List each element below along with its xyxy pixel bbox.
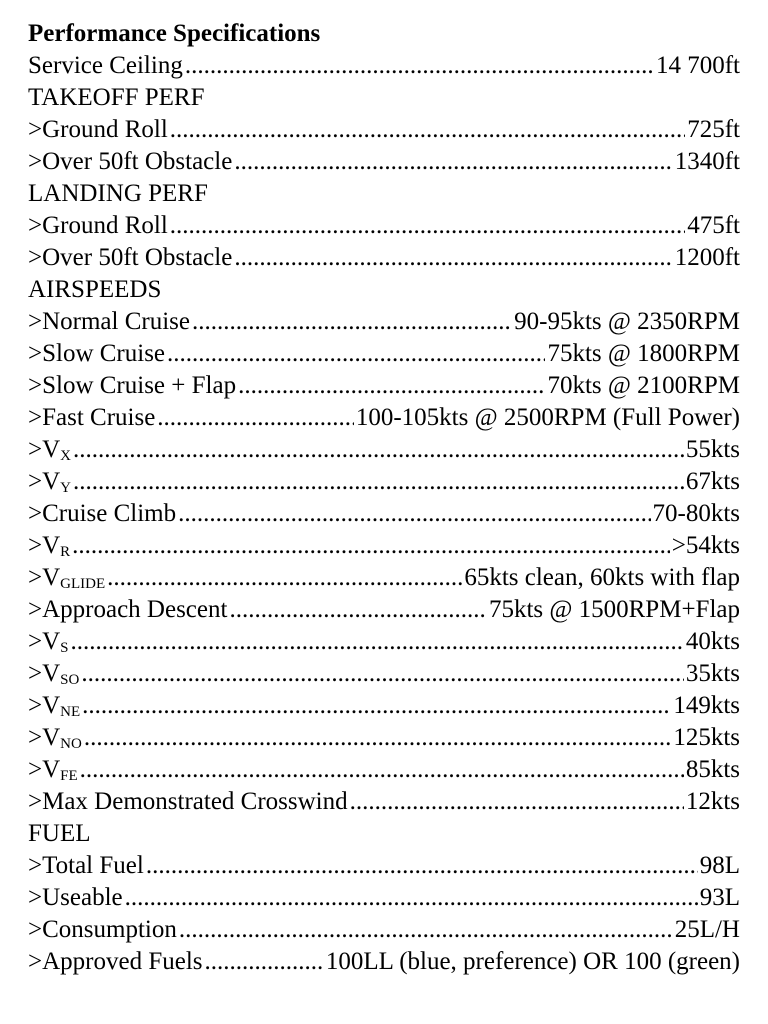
spec-row-total-fuel — [28, 850, 740, 882]
v-subscript: S — [60, 640, 69, 656]
spec-value: 98L — [699, 852, 740, 879]
spec-label — [28, 658, 79, 690]
v-prefix: >V — [28, 724, 61, 751]
spec-row-normal-cruise — [28, 306, 740, 338]
dot-leader — [82, 690, 671, 722]
spec-row-vs — [28, 626, 740, 658]
dot-leader — [350, 786, 684, 818]
spec-label: >Useable — [28, 884, 123, 911]
spec-label: >Normal Cruise — [28, 308, 190, 335]
spec-row-service-ceiling — [28, 50, 740, 82]
spec-label: >Slow Cruise — [28, 340, 166, 367]
spec-label — [28, 626, 69, 658]
spec-value: 93L — [699, 884, 740, 911]
spec-row-fast-cruise — [28, 402, 740, 434]
spec-value: 70-80kts — [652, 500, 740, 527]
section-heading-takeoff: TAKEOFF PERF — [28, 84, 205, 111]
spec-row-vfe — [28, 754, 740, 786]
v-prefix: >V — [28, 564, 61, 591]
spec-row-takeoff-over-50ft — [28, 146, 740, 178]
dot-leader — [170, 210, 685, 242]
dot-leader — [238, 370, 545, 402]
spec-row-vx — [28, 434, 740, 466]
spec-value: 55kts — [685, 436, 740, 463]
spec-value: 70kts @ 2100RPM — [547, 372, 740, 399]
spec-row-useable — [28, 882, 740, 914]
dot-leader — [167, 338, 545, 370]
dot-leader — [205, 946, 324, 978]
section-heading-landing: LANDING PERF — [28, 180, 208, 207]
dot-leader — [84, 722, 671, 754]
spec-label: >Total Fuel — [28, 852, 144, 879]
v-subscript: NE — [60, 704, 81, 720]
spec-label: >Max Demonstrated Crosswind — [28, 788, 348, 815]
dot-leader — [73, 434, 684, 466]
spec-value: 67kts — [685, 468, 740, 495]
spec-row-vy — [28, 466, 740, 498]
dot-leader — [72, 530, 670, 562]
v-prefix: >V — [28, 756, 61, 783]
v-prefix: >V — [28, 468, 61, 495]
spec-value: 35kts — [685, 660, 740, 687]
dot-leader — [80, 754, 684, 786]
spec-value: 85kts — [685, 756, 740, 783]
dot-leader — [185, 50, 654, 82]
v-subscript: R — [60, 544, 71, 560]
spec-value: 75kts @ 1500RPM+Flap — [488, 596, 740, 623]
spec-label: >Approach Descent — [28, 596, 228, 623]
v-prefix: >V — [28, 660, 61, 687]
spec-row-vr — [28, 530, 740, 562]
spec-label — [28, 434, 71, 466]
dot-leader — [146, 850, 698, 882]
dot-leader — [157, 402, 354, 434]
v-subscript: FE — [60, 768, 78, 784]
spec-row-vso — [28, 658, 740, 690]
v-subscript: GLIDE — [60, 576, 106, 592]
spec-sheet — [28, 18, 740, 978]
spec-label: >Over 50ft Obstacle — [28, 244, 233, 271]
dot-leader — [73, 466, 684, 498]
spec-value: 40kts — [685, 628, 740, 655]
dot-leader — [125, 882, 698, 914]
spec-row-vne — [28, 690, 740, 722]
spec-row-approach-descent — [28, 594, 740, 626]
spec-value: >54kts — [671, 532, 740, 559]
spec-value: 100-105kts @ 2500RPM (Full Power) — [355, 404, 740, 431]
spec-row-vglide — [28, 562, 740, 594]
spec-value: 100LL (blue, preference) OR 100 (green) — [325, 948, 740, 975]
spec-value: 725ft — [687, 116, 740, 143]
page-title: Performance Specifications — [28, 20, 321, 47]
spec-row-takeoff-ground-roll — [28, 114, 740, 146]
v-subscript: X — [60, 448, 71, 464]
spec-value: 90-95kts @ 2350RPM — [514, 308, 740, 335]
spec-label — [28, 530, 70, 562]
dot-leader — [179, 914, 673, 946]
spec-row-slow-cruise — [28, 338, 740, 370]
spec-value: 1340ft — [674, 148, 740, 175]
spec-row-consumption — [28, 914, 740, 946]
spec-row-landing-ground-roll — [28, 210, 740, 242]
dot-leader — [81, 658, 683, 690]
v-prefix: >V — [28, 532, 61, 559]
spec-value: 75kts @ 1800RPM — [547, 340, 740, 367]
spec-row-max-crosswind — [28, 786, 740, 818]
dot-leader — [192, 306, 512, 338]
spec-row-landing-over-50ft — [28, 242, 740, 274]
spec-value: 65kts clean, 60kts with flap — [464, 564, 740, 591]
spec-label — [28, 722, 82, 754]
spec-label — [28, 562, 105, 594]
v-prefix: >V — [28, 692, 61, 719]
spec-value: 125kts — [673, 724, 740, 751]
spec-label: >Slow Cruise + Flap — [28, 372, 237, 399]
spec-label: >Approved Fuels — [28, 948, 203, 975]
spec-value: 25L/H — [674, 916, 740, 943]
spec-label: >Fast Cruise — [28, 404, 156, 431]
dot-leader — [107, 562, 462, 594]
spec-row-approved-fuels — [28, 946, 740, 978]
spec-value: 1200ft — [674, 244, 740, 271]
dot-leader — [71, 626, 684, 658]
spec-value: 149kts — [673, 692, 740, 719]
spec-row-vno — [28, 722, 740, 754]
spec-label — [28, 754, 78, 786]
dot-leader — [234, 146, 672, 178]
section-heading-fuel: FUEL — [28, 820, 91, 847]
v-subscript: SO — [60, 672, 80, 688]
spec-value: 14 700ft — [655, 52, 740, 79]
spec-value: 475ft — [687, 212, 740, 239]
spec-row-slow-cruise-flap — [28, 370, 740, 402]
spec-label: >Ground Roll — [28, 116, 168, 143]
dot-leader — [178, 498, 650, 530]
v-subscript: Y — [60, 480, 71, 496]
dot-leader — [234, 242, 672, 274]
spec-label: >Cruise Climb — [28, 500, 177, 527]
spec-value: 12kts — [685, 788, 740, 815]
spec-label: Service Ceiling — [28, 52, 183, 79]
v-subscript: NO — [60, 736, 82, 752]
dot-leader — [170, 114, 685, 146]
dot-leader — [229, 594, 486, 626]
section-heading-airspeeds: AIRSPEEDS — [28, 276, 162, 303]
spec-label: >Over 50ft Obstacle — [28, 148, 233, 175]
spec-label — [28, 690, 80, 722]
spec-row-cruise-climb — [28, 498, 740, 530]
spec-label: >Consumption — [28, 916, 177, 943]
v-prefix: >V — [28, 628, 61, 655]
v-prefix: >V — [28, 436, 61, 463]
spec-label — [28, 466, 71, 498]
spec-label: >Ground Roll — [28, 212, 168, 239]
